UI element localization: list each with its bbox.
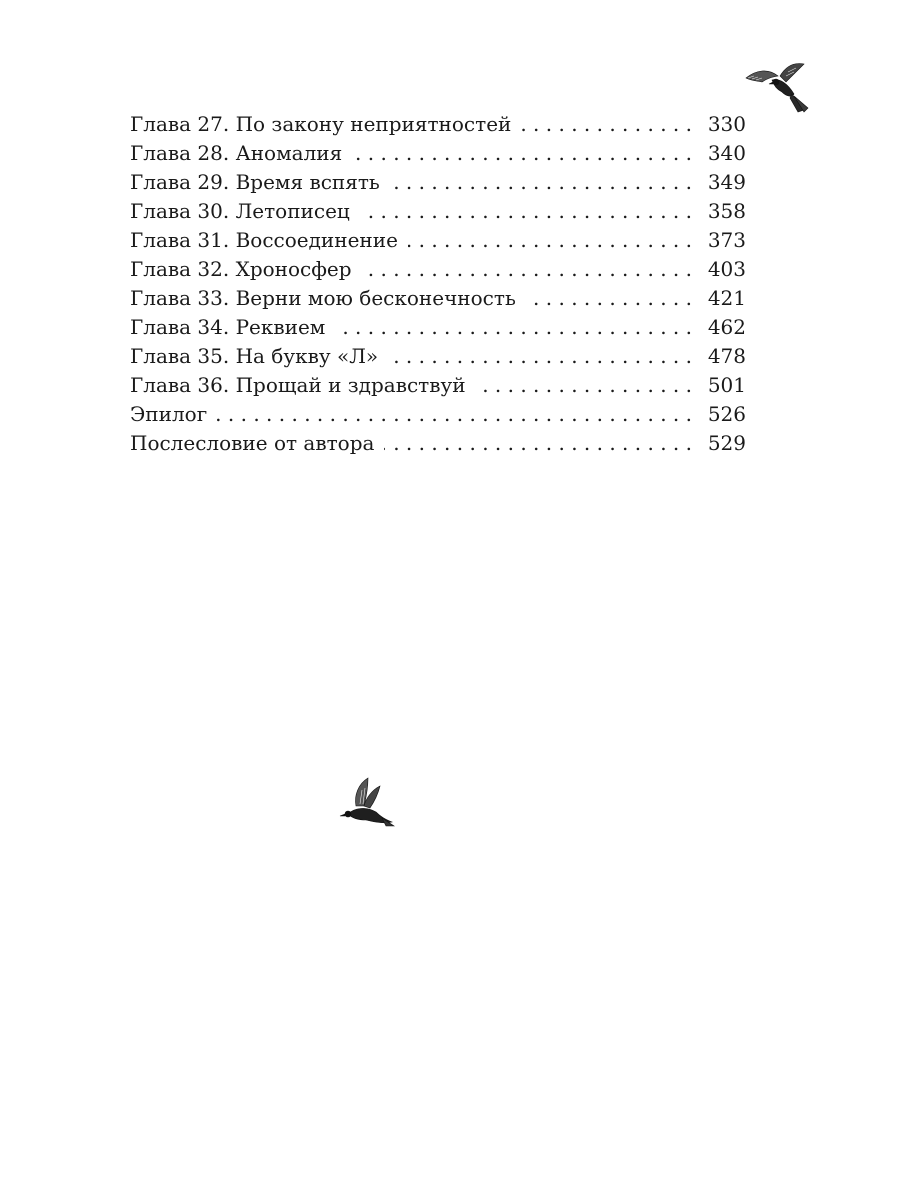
toc-leader-dots — [476, 371, 692, 400]
toc-entry-title: Глава 36. Прощай и здравствуй — [130, 373, 466, 397]
toc-entry-page: 349 — [707, 170, 746, 194]
toc-entry-title: Глава 29. Время вспять — [130, 170, 380, 194]
toc-entry-title: Глава 28. Аномалия — [130, 141, 343, 165]
toc-leader-dots — [388, 342, 692, 371]
toc-entry-page: 421 — [707, 286, 746, 310]
toc-leader-dots — [526, 284, 692, 313]
toc-entry[interactable] — [130, 255, 746, 284]
toc-leader-dots — [360, 197, 692, 226]
toc-entry[interactable] — [130, 400, 746, 429]
toc-entry-title: Эпилог — [130, 402, 208, 426]
toc-entry[interactable] — [130, 429, 746, 458]
toc-entry-title: Глава 27. По закону неприятностей — [130, 112, 512, 136]
toc-entry-page: 526 — [707, 402, 746, 426]
toc-entry-title: Глава 32. Хроносфер — [130, 257, 352, 281]
toc-entry-title: Глава 35. На букву «Л» — [130, 344, 379, 368]
toc-leader-dots — [521, 110, 692, 139]
toc-entry[interactable] — [130, 226, 746, 255]
toc-leader-dots — [362, 255, 692, 284]
toc-entry[interactable] — [130, 342, 746, 371]
toc-entry-title: Послесловие от автора — [130, 431, 375, 455]
toc-entry[interactable] — [130, 313, 746, 342]
toc-entry[interactable] — [130, 110, 746, 139]
toc-entry-title: Глава 33. Верни мою бесконечность — [130, 286, 516, 310]
toc-leader-dots — [352, 139, 692, 168]
table-of-contents — [130, 110, 746, 458]
toc-entry-page: 403 — [707, 257, 746, 281]
toc-entry-page: 330 — [707, 112, 746, 136]
toc-entry-page: 462 — [707, 315, 746, 339]
toc-entry-page: 358 — [707, 199, 746, 223]
toc-leader-dots — [408, 226, 692, 255]
toc-entry[interactable] — [130, 197, 746, 226]
toc-leader-dots — [390, 168, 692, 197]
toc-leader-dots — [335, 313, 692, 342]
toc-leader-dots — [217, 400, 692, 429]
toc-entry-page: 478 — [707, 344, 746, 368]
bird-icon — [336, 776, 396, 832]
toc-entry-title: Глава 34. Реквием — [130, 315, 326, 339]
toc-entry-title: Глава 31. Воссоединение — [130, 228, 398, 252]
toc-entry-page: 373 — [707, 228, 746, 252]
toc-entry-page: 529 — [707, 431, 746, 455]
toc-entry-page: 501 — [707, 373, 746, 397]
toc-leader-dots — [384, 429, 692, 458]
toc-entry[interactable] — [130, 284, 746, 313]
toc-entry-title: Глава 30. Летописец — [130, 199, 350, 223]
toc-entry[interactable] — [130, 371, 746, 400]
bird-icon — [742, 60, 814, 120]
toc-entry-page: 340 — [707, 141, 746, 165]
toc-entry[interactable] — [130, 139, 746, 168]
toc-entry[interactable] — [130, 168, 746, 197]
